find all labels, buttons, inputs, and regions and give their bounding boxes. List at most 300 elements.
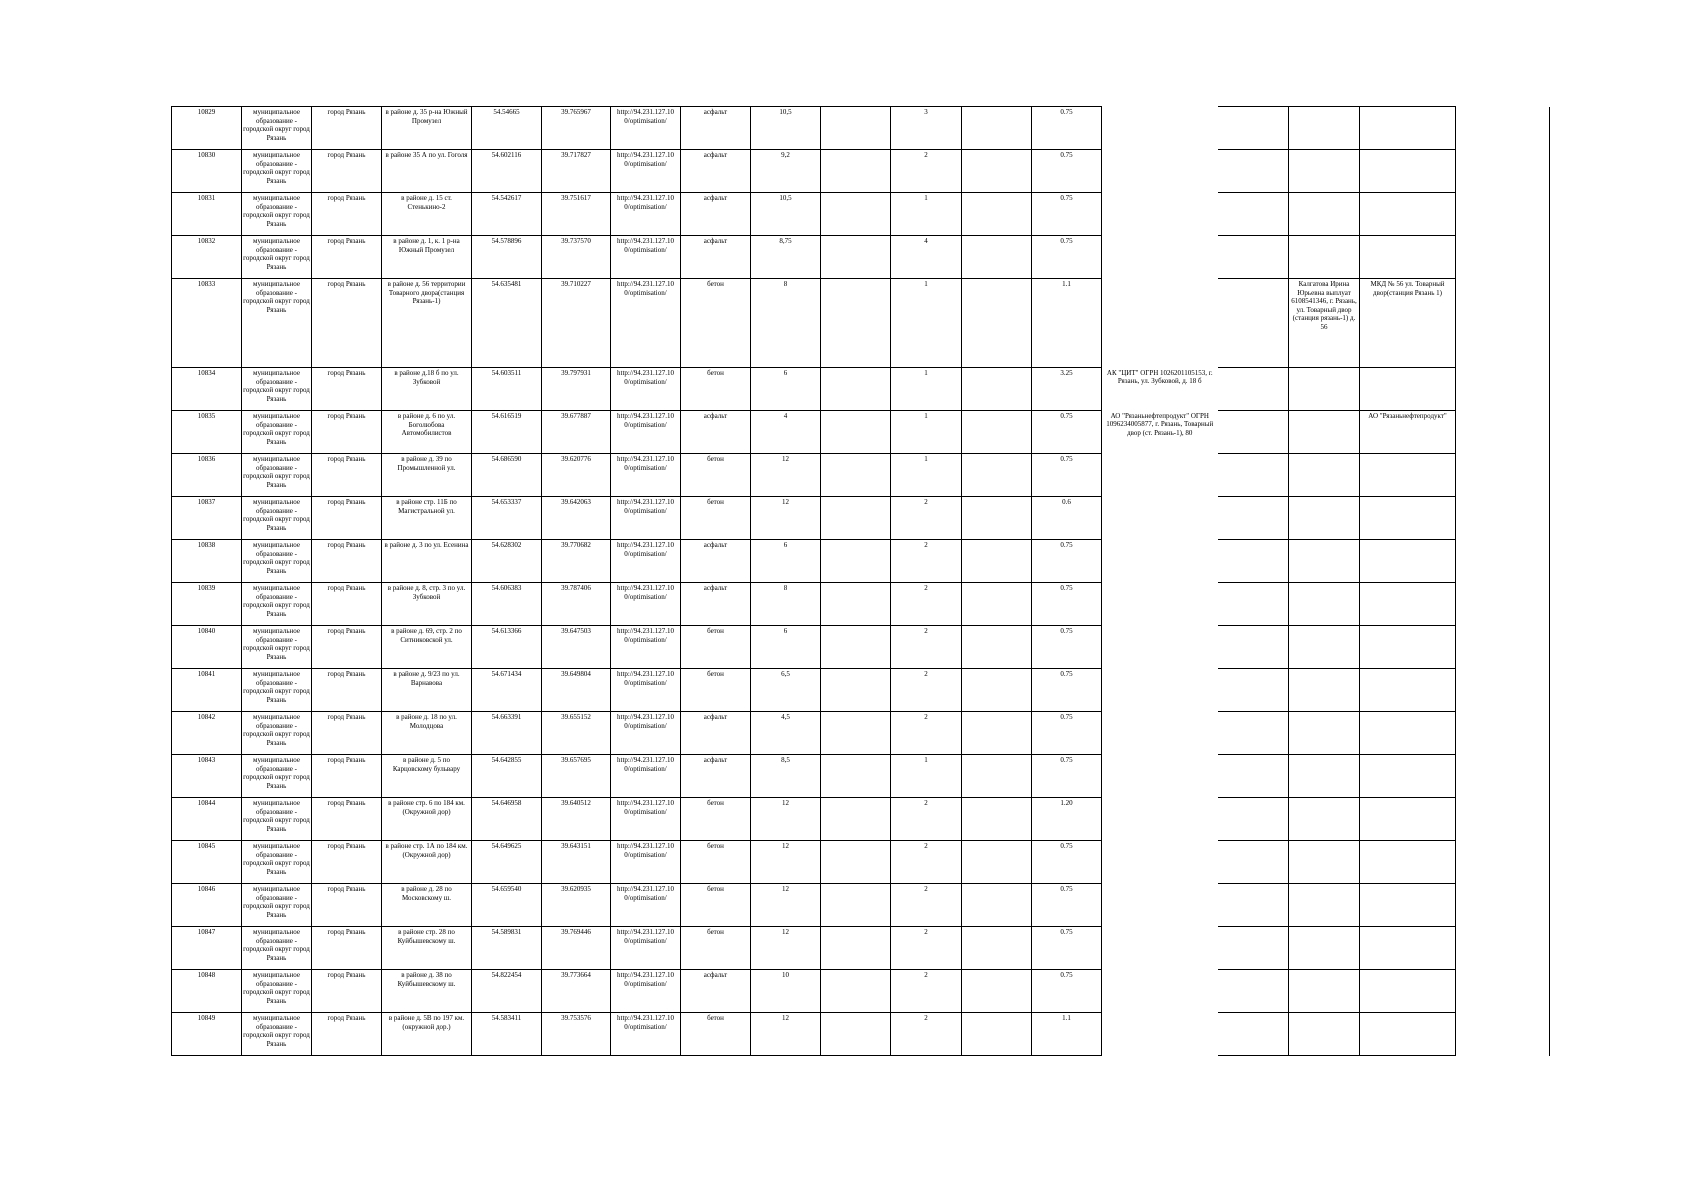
blank-col-cell <box>821 583 891 626</box>
municipality-cell: муниципальное образование - городской округ город Рязань <box>242 626 312 669</box>
map-link-cell: http://94.231.127.10 0/optimisation/ <box>611 755 681 798</box>
surface-type-cell: бетон <box>681 626 751 669</box>
blank-col-cell <box>821 279 891 368</box>
surface-type-cell: бетон <box>681 454 751 497</box>
municipality-cell: муниципальное образование - городской округ город Рязань <box>242 540 312 583</box>
owner-org-cell: АК "ЦИТ" ОГРН 1026201105153, г. Рязань, ул. Зубковой, д. 18 б <box>1102 368 1218 411</box>
municipality-cell: муниципальное образование - городской округ город Рязань <box>242 1013 312 1056</box>
contact-person-cell <box>1289 712 1360 755</box>
owner-org-cell <box>1102 497 1218 540</box>
trailing-gap-cell <box>1456 669 1550 712</box>
site-id-cell: 10829 <box>172 107 242 150</box>
site-id-cell: 10838 <box>172 540 242 583</box>
trailing-gap-cell <box>1456 107 1550 150</box>
container-count-cell: 2 <box>891 626 962 669</box>
area-cell: 6,5 <box>751 669 821 712</box>
contact-person-cell <box>1289 970 1360 1013</box>
blank-col-cell <box>962 150 1032 193</box>
map-link-cell: http://94.231.127.10 0/optimisation/ <box>611 454 681 497</box>
blank-col-cell <box>962 970 1032 1013</box>
map-link-cell: http://94.231.127.10 0/optimisation/ <box>611 583 681 626</box>
map-link-cell: http://94.231.127.10 0/optimisation/ <box>611 669 681 712</box>
surface-type-cell: бетон <box>681 841 751 884</box>
blank-col-cell <box>821 497 891 540</box>
trailing-gap-cell <box>1456 927 1550 970</box>
blank-col-cell <box>1218 150 1289 193</box>
site-id-cell: 10837 <box>172 497 242 540</box>
blank-col-cell <box>1218 927 1289 970</box>
container-count-cell: 1 <box>891 411 962 454</box>
table-row <box>172 454 1550 497</box>
container-volume-cell: 0.6 <box>1032 497 1102 540</box>
site-id-cell: 10830 <box>172 150 242 193</box>
latitude-cell: 54.653337 <box>472 497 542 540</box>
city-cell: город Рязань <box>312 626 382 669</box>
contact-person-cell <box>1289 236 1360 279</box>
city-cell: город Рязань <box>312 970 382 1013</box>
site-id-cell: 10845 <box>172 841 242 884</box>
blank-col-cell <box>1218 583 1289 626</box>
container-volume-cell: 0.75 <box>1032 583 1102 626</box>
blank-col-cell <box>1218 411 1289 454</box>
blank-col-cell <box>962 626 1032 669</box>
blank-col-cell <box>1218 279 1289 368</box>
address-cell: в районе стр. 1А по 184 км. (Окружной дор) <box>382 841 472 884</box>
map-link-cell: http://94.231.127.10 0/optimisation/ <box>611 927 681 970</box>
longitude-cell: 39.751617 <box>542 193 611 236</box>
container-volume-cell: 0.75 <box>1032 107 1102 150</box>
city-cell: город Рязань <box>312 411 382 454</box>
municipality-cell: муниципальное образование - городской округ город Рязань <box>242 970 312 1013</box>
blank-col-cell <box>962 497 1032 540</box>
owner-org-cell <box>1102 798 1218 841</box>
blank-col-cell <box>1218 841 1289 884</box>
area-cell: 8 <box>751 279 821 368</box>
site-id-cell: 10844 <box>172 798 242 841</box>
address-cell: в районе д. 5В по 197 км. (окружной дор.) <box>382 1013 472 1056</box>
container-sites-table <box>171 106 1550 1056</box>
latitude-cell: 54.649625 <box>472 841 542 884</box>
contact-person-cell <box>1289 583 1360 626</box>
container-count-cell: 2 <box>891 497 962 540</box>
longitude-cell: 39.753576 <box>542 1013 611 1056</box>
longitude-cell: 39.710227 <box>542 279 611 368</box>
served-object-cell <box>1360 755 1456 798</box>
city-cell: город Рязань <box>312 927 382 970</box>
latitude-cell: 54.635481 <box>472 279 542 368</box>
container-count-cell: 2 <box>891 583 962 626</box>
site-id-cell: 10847 <box>172 927 242 970</box>
address-cell: в районе стр. 28 по Куйбышевскому ш. <box>382 927 472 970</box>
served-object-cell <box>1360 497 1456 540</box>
table-row <box>172 970 1550 1013</box>
container-count-cell: 2 <box>891 150 962 193</box>
container-volume-cell: 0.75 <box>1032 712 1102 755</box>
table-row <box>172 411 1550 454</box>
map-link-cell: http://94.231.127.10 0/optimisation/ <box>611 150 681 193</box>
area-cell: 10,5 <box>751 107 821 150</box>
address-cell: в районе д. 56 территории Товарного двора(станция Рязань-1) <box>382 279 472 368</box>
owner-org-cell <box>1102 150 1218 193</box>
city-cell: город Рязань <box>312 150 382 193</box>
municipality-cell: муниципальное образование - городской округ город Рязань <box>242 927 312 970</box>
area-cell: 6 <box>751 626 821 669</box>
container-volume-cell: 0.75 <box>1032 669 1102 712</box>
served-object-cell <box>1360 841 1456 884</box>
blank-col-cell <box>962 193 1032 236</box>
table-row <box>172 626 1550 669</box>
area-cell: 10 <box>751 970 821 1013</box>
owner-org-cell <box>1102 712 1218 755</box>
address-cell: в районе д. 28 по Московскому ш. <box>382 884 472 927</box>
trailing-gap-cell <box>1456 884 1550 927</box>
site-id-cell: 10846 <box>172 884 242 927</box>
trailing-gap-cell <box>1456 150 1550 193</box>
address-cell: в районе д. 9/23 по ул. Варнавова <box>382 669 472 712</box>
latitude-cell: 54.663391 <box>472 712 542 755</box>
municipality-cell: муниципальное образование - городской округ город Рязань <box>242 712 312 755</box>
served-object-cell <box>1360 970 1456 1013</box>
city-cell: город Рязань <box>312 669 382 712</box>
owner-org-cell <box>1102 454 1218 497</box>
site-id-cell: 10840 <box>172 626 242 669</box>
blank-col-cell <box>962 583 1032 626</box>
owner-org-cell <box>1102 279 1218 368</box>
blank-col-cell <box>962 1013 1032 1056</box>
served-object-cell <box>1360 236 1456 279</box>
latitude-cell: 54.616519 <box>472 411 542 454</box>
blank-col-cell <box>1218 884 1289 927</box>
owner-org-cell <box>1102 669 1218 712</box>
container-count-cell: 3 <box>891 107 962 150</box>
blank-col-cell <box>821 927 891 970</box>
longitude-cell: 39.642063 <box>542 497 611 540</box>
table-row <box>172 755 1550 798</box>
blank-col-cell <box>1218 970 1289 1013</box>
surface-type-cell: асфальт <box>681 540 751 583</box>
blank-col-cell <box>821 236 891 279</box>
city-cell: город Рязань <box>312 279 382 368</box>
trailing-gap-cell <box>1456 1013 1550 1056</box>
latitude-cell: 54.822454 <box>472 970 542 1013</box>
table-row <box>172 798 1550 841</box>
contact-person-cell <box>1289 454 1360 497</box>
address-cell: в районе д. 5 по Карцовскому бульвару <box>382 755 472 798</box>
table-row <box>172 927 1550 970</box>
container-volume-cell: 0.75 <box>1032 150 1102 193</box>
blank-col-cell <box>1218 755 1289 798</box>
blank-col-cell <box>1218 669 1289 712</box>
served-object-cell <box>1360 583 1456 626</box>
municipality-cell: муниципальное образование - городской округ город Рязань <box>242 798 312 841</box>
container-volume-cell: 0.75 <box>1032 841 1102 884</box>
container-count-cell: 2 <box>891 540 962 583</box>
longitude-cell: 39.655152 <box>542 712 611 755</box>
site-id-cell: 10841 <box>172 669 242 712</box>
site-id-cell: 10832 <box>172 236 242 279</box>
owner-org-cell <box>1102 236 1218 279</box>
site-id-cell: 10842 <box>172 712 242 755</box>
blank-col-cell <box>1218 540 1289 583</box>
longitude-cell: 39.770682 <box>542 540 611 583</box>
blank-col-cell <box>962 712 1032 755</box>
blank-col-cell <box>821 798 891 841</box>
site-id-cell: 10848 <box>172 970 242 1013</box>
owner-org-cell <box>1102 107 1218 150</box>
contact-person-cell <box>1289 927 1360 970</box>
surface-type-cell: асфальт <box>681 712 751 755</box>
blank-col-cell <box>821 540 891 583</box>
table-row <box>172 193 1550 236</box>
container-count-cell: 2 <box>891 712 962 755</box>
container-count-cell: 2 <box>891 970 962 1013</box>
owner-org-cell <box>1102 970 1218 1013</box>
map-link-cell: http://94.231.127.10 0/optimisation/ <box>611 368 681 411</box>
blank-col-cell <box>1218 798 1289 841</box>
trailing-gap-cell <box>1456 454 1550 497</box>
surface-type-cell: асфальт <box>681 107 751 150</box>
blank-col-cell <box>962 411 1032 454</box>
address-cell: в районе стр. 6 по 184 км. (Окружной дор) <box>382 798 472 841</box>
latitude-cell: 54.542617 <box>472 193 542 236</box>
area-cell: 12 <box>751 841 821 884</box>
surface-type-cell: асфальт <box>681 150 751 193</box>
blank-col-cell <box>962 927 1032 970</box>
city-cell: город Рязань <box>312 454 382 497</box>
site-id-cell: 10836 <box>172 454 242 497</box>
longitude-cell: 39.797931 <box>542 368 611 411</box>
trailing-gap-cell <box>1456 970 1550 1013</box>
blank-col-cell <box>821 150 891 193</box>
site-id-cell: 10834 <box>172 368 242 411</box>
blank-col-cell <box>962 755 1032 798</box>
longitude-cell: 39.769446 <box>542 927 611 970</box>
trailing-gap-cell <box>1456 798 1550 841</box>
municipality-cell: муниципальное образование - городской округ город Рязань <box>242 193 312 236</box>
container-count-cell: 2 <box>891 927 962 970</box>
city-cell: город Рязань <box>312 193 382 236</box>
table-row <box>172 884 1550 927</box>
city-cell: город Рязань <box>312 107 382 150</box>
surface-type-cell: асфальт <box>681 583 751 626</box>
municipality-cell: муниципальное образование - городской округ город Рязань <box>242 454 312 497</box>
map-link-cell: http://94.231.127.10 0/optimisation/ <box>611 884 681 927</box>
container-volume-cell: 0.75 <box>1032 927 1102 970</box>
blank-col-cell <box>821 107 891 150</box>
address-cell: в районе д. 6 по ул. Боголюбова Автомобилистов <box>382 411 472 454</box>
contact-person-cell <box>1289 540 1360 583</box>
table-row <box>172 150 1550 193</box>
blank-col-cell <box>962 540 1032 583</box>
map-link-cell: http://94.231.127.10 0/optimisation/ <box>611 497 681 540</box>
trailing-gap-cell <box>1456 368 1550 411</box>
table-row <box>172 497 1550 540</box>
owner-org-cell <box>1102 626 1218 669</box>
container-volume-cell: 1.1 <box>1032 279 1102 368</box>
trailing-gap-cell <box>1456 411 1550 454</box>
map-link-cell: http://94.231.127.10 0/optimisation/ <box>611 236 681 279</box>
area-cell: 12 <box>751 497 821 540</box>
container-volume-cell: 0.75 <box>1032 411 1102 454</box>
contact-person-cell <box>1289 368 1360 411</box>
contact-person-cell <box>1289 411 1360 454</box>
municipality-cell: муниципальное образование - городской округ город Рязань <box>242 497 312 540</box>
served-object-cell <box>1360 193 1456 236</box>
longitude-cell: 39.717827 <box>542 150 611 193</box>
container-volume-cell: 0.75 <box>1032 193 1102 236</box>
latitude-cell: 54.583411 <box>472 1013 542 1056</box>
site-id-cell: 10839 <box>172 583 242 626</box>
blank-col-cell <box>821 884 891 927</box>
longitude-cell: 39.737570 <box>542 236 611 279</box>
municipality-cell: муниципальное образование - городской округ город Рязань <box>242 107 312 150</box>
blank-col-cell <box>821 411 891 454</box>
blank-col-cell <box>1218 712 1289 755</box>
area-cell: 6 <box>751 368 821 411</box>
blank-col-cell <box>1218 454 1289 497</box>
container-count-cell: 2 <box>891 884 962 927</box>
longitude-cell: 39.773664 <box>542 970 611 1013</box>
latitude-cell: 54.671434 <box>472 669 542 712</box>
served-object-cell <box>1360 798 1456 841</box>
blank-col-cell <box>962 841 1032 884</box>
blank-col-cell <box>1218 1013 1289 1056</box>
site-id-cell: 10843 <box>172 755 242 798</box>
trailing-gap-cell <box>1456 712 1550 755</box>
served-object-cell <box>1360 540 1456 583</box>
map-link-cell: http://94.231.127.10 0/optimisation/ <box>611 411 681 454</box>
map-link-cell: http://94.231.127.10 0/optimisation/ <box>611 107 681 150</box>
address-cell: в районе д. 18 по ул. Молодцова <box>382 712 472 755</box>
surface-type-cell: бетон <box>681 368 751 411</box>
area-cell: 4 <box>751 411 821 454</box>
map-link-cell: http://94.231.127.10 0/optimisation/ <box>611 626 681 669</box>
blank-col-cell <box>1218 193 1289 236</box>
served-object-cell <box>1360 150 1456 193</box>
municipality-cell: муниципальное образование - городской округ город Рязань <box>242 236 312 279</box>
owner-org-cell <box>1102 755 1218 798</box>
served-object-cell: МКД № 56 ул. Товарный двор(станция Рязань 1) <box>1360 279 1456 368</box>
area-cell: 12 <box>751 1013 821 1056</box>
latitude-cell: 54.642855 <box>472 755 542 798</box>
blank-col-cell <box>1218 497 1289 540</box>
table-row <box>172 236 1550 279</box>
latitude-cell: 54.646958 <box>472 798 542 841</box>
surface-type-cell: асфальт <box>681 193 751 236</box>
container-volume-cell: 0.75 <box>1032 540 1102 583</box>
trailing-gap-cell <box>1456 583 1550 626</box>
served-object-cell <box>1360 454 1456 497</box>
blank-col-cell <box>1218 626 1289 669</box>
address-cell: в районе д.18 б по ул. Зубковой <box>382 368 472 411</box>
map-link-cell: http://94.231.127.10 0/optimisation/ <box>611 841 681 884</box>
city-cell: город Рязань <box>312 798 382 841</box>
served-object-cell <box>1360 368 1456 411</box>
table-row <box>172 107 1550 150</box>
longitude-cell: 39.620776 <box>542 454 611 497</box>
area-cell: 12 <box>751 884 821 927</box>
blank-col-cell <box>821 193 891 236</box>
city-cell: город Рязань <box>312 368 382 411</box>
surface-type-cell: асфальт <box>681 236 751 279</box>
contact-person-cell <box>1289 798 1360 841</box>
blank-col-cell <box>821 1013 891 1056</box>
surface-type-cell: бетон <box>681 798 751 841</box>
address-cell: в районе д. 35 р-на Южный Промузел <box>382 107 472 150</box>
site-id-cell: 10833 <box>172 279 242 368</box>
blank-col-cell <box>821 626 891 669</box>
area-cell: 12 <box>751 927 821 970</box>
municipality-cell: муниципальное образование - городской округ город Рязань <box>242 755 312 798</box>
container-volume-cell: 0.75 <box>1032 454 1102 497</box>
blank-col-cell <box>962 107 1032 150</box>
surface-type-cell: бетон <box>681 884 751 927</box>
address-cell: в районе д. 38 по Куйбышевскому ш. <box>382 970 472 1013</box>
area-cell: 12 <box>751 454 821 497</box>
owner-org-cell <box>1102 193 1218 236</box>
served-object-cell <box>1360 669 1456 712</box>
container-volume-cell: 0.75 <box>1032 626 1102 669</box>
container-count-cell: 2 <box>891 1013 962 1056</box>
latitude-cell: 54.54665 <box>472 107 542 150</box>
container-count-cell: 2 <box>891 798 962 841</box>
city-cell: город Рязань <box>312 497 382 540</box>
address-cell: в районе д. 69, стр. 2 по Ситниковской ул. <box>382 626 472 669</box>
container-volume-cell: 1.1 <box>1032 1013 1102 1056</box>
longitude-cell: 39.647503 <box>542 626 611 669</box>
contact-person-cell <box>1289 626 1360 669</box>
area-cell: 8 <box>751 583 821 626</box>
latitude-cell: 54.613366 <box>472 626 542 669</box>
address-cell: в районе 35 А по ул. Гоголя <box>382 150 472 193</box>
contact-person-cell <box>1289 497 1360 540</box>
surface-type-cell: бетон <box>681 497 751 540</box>
map-link-cell: http://94.231.127.10 0/optimisation/ <box>611 970 681 1013</box>
address-cell: в районе стр. 11Б по Магистральной ул. <box>382 497 472 540</box>
container-count-cell: 1 <box>891 279 962 368</box>
city-cell: город Рязань <box>312 236 382 279</box>
map-link-cell: http://94.231.127.10 0/optimisation/ <box>611 193 681 236</box>
surface-type-cell: асфальт <box>681 411 751 454</box>
area-cell: 8,75 <box>751 236 821 279</box>
municipality-cell: муниципальное образование - городской округ город Рязань <box>242 884 312 927</box>
served-object-cell <box>1360 927 1456 970</box>
area-cell: 8,5 <box>751 755 821 798</box>
address-cell: в районе д. 15 ст. Стенькино-2 <box>382 193 472 236</box>
blank-col-cell <box>821 970 891 1013</box>
served-object-cell <box>1360 884 1456 927</box>
trailing-gap-cell <box>1456 193 1550 236</box>
longitude-cell: 39.765967 <box>542 107 611 150</box>
latitude-cell: 54.686590 <box>472 454 542 497</box>
longitude-cell: 39.649804 <box>542 669 611 712</box>
site-id-cell: 10849 <box>172 1013 242 1056</box>
container-volume-cell: 3.25 <box>1032 368 1102 411</box>
surface-type-cell: бетон <box>681 669 751 712</box>
blank-col-cell <box>821 712 891 755</box>
table-row <box>172 368 1550 411</box>
city-cell: город Рязань <box>312 755 382 798</box>
container-volume-cell: 0.75 <box>1032 970 1102 1013</box>
container-count-cell: 1 <box>891 454 962 497</box>
table-row <box>172 669 1550 712</box>
address-cell: в районе д. 3 по ул. Есенина <box>382 540 472 583</box>
address-cell: в районе д. 8, стр. 3 по ул. Зубковой <box>382 583 472 626</box>
table-body <box>172 107 1550 1056</box>
owner-org-cell: АО "Рязаньнефтепродукт" ОГРН 1096234005877, г. Рязань, Товарный двор (ст. Рязань-1), 80 <box>1102 411 1218 454</box>
surface-type-cell: асфальт <box>681 970 751 1013</box>
latitude-cell: 54.602116 <box>472 150 542 193</box>
